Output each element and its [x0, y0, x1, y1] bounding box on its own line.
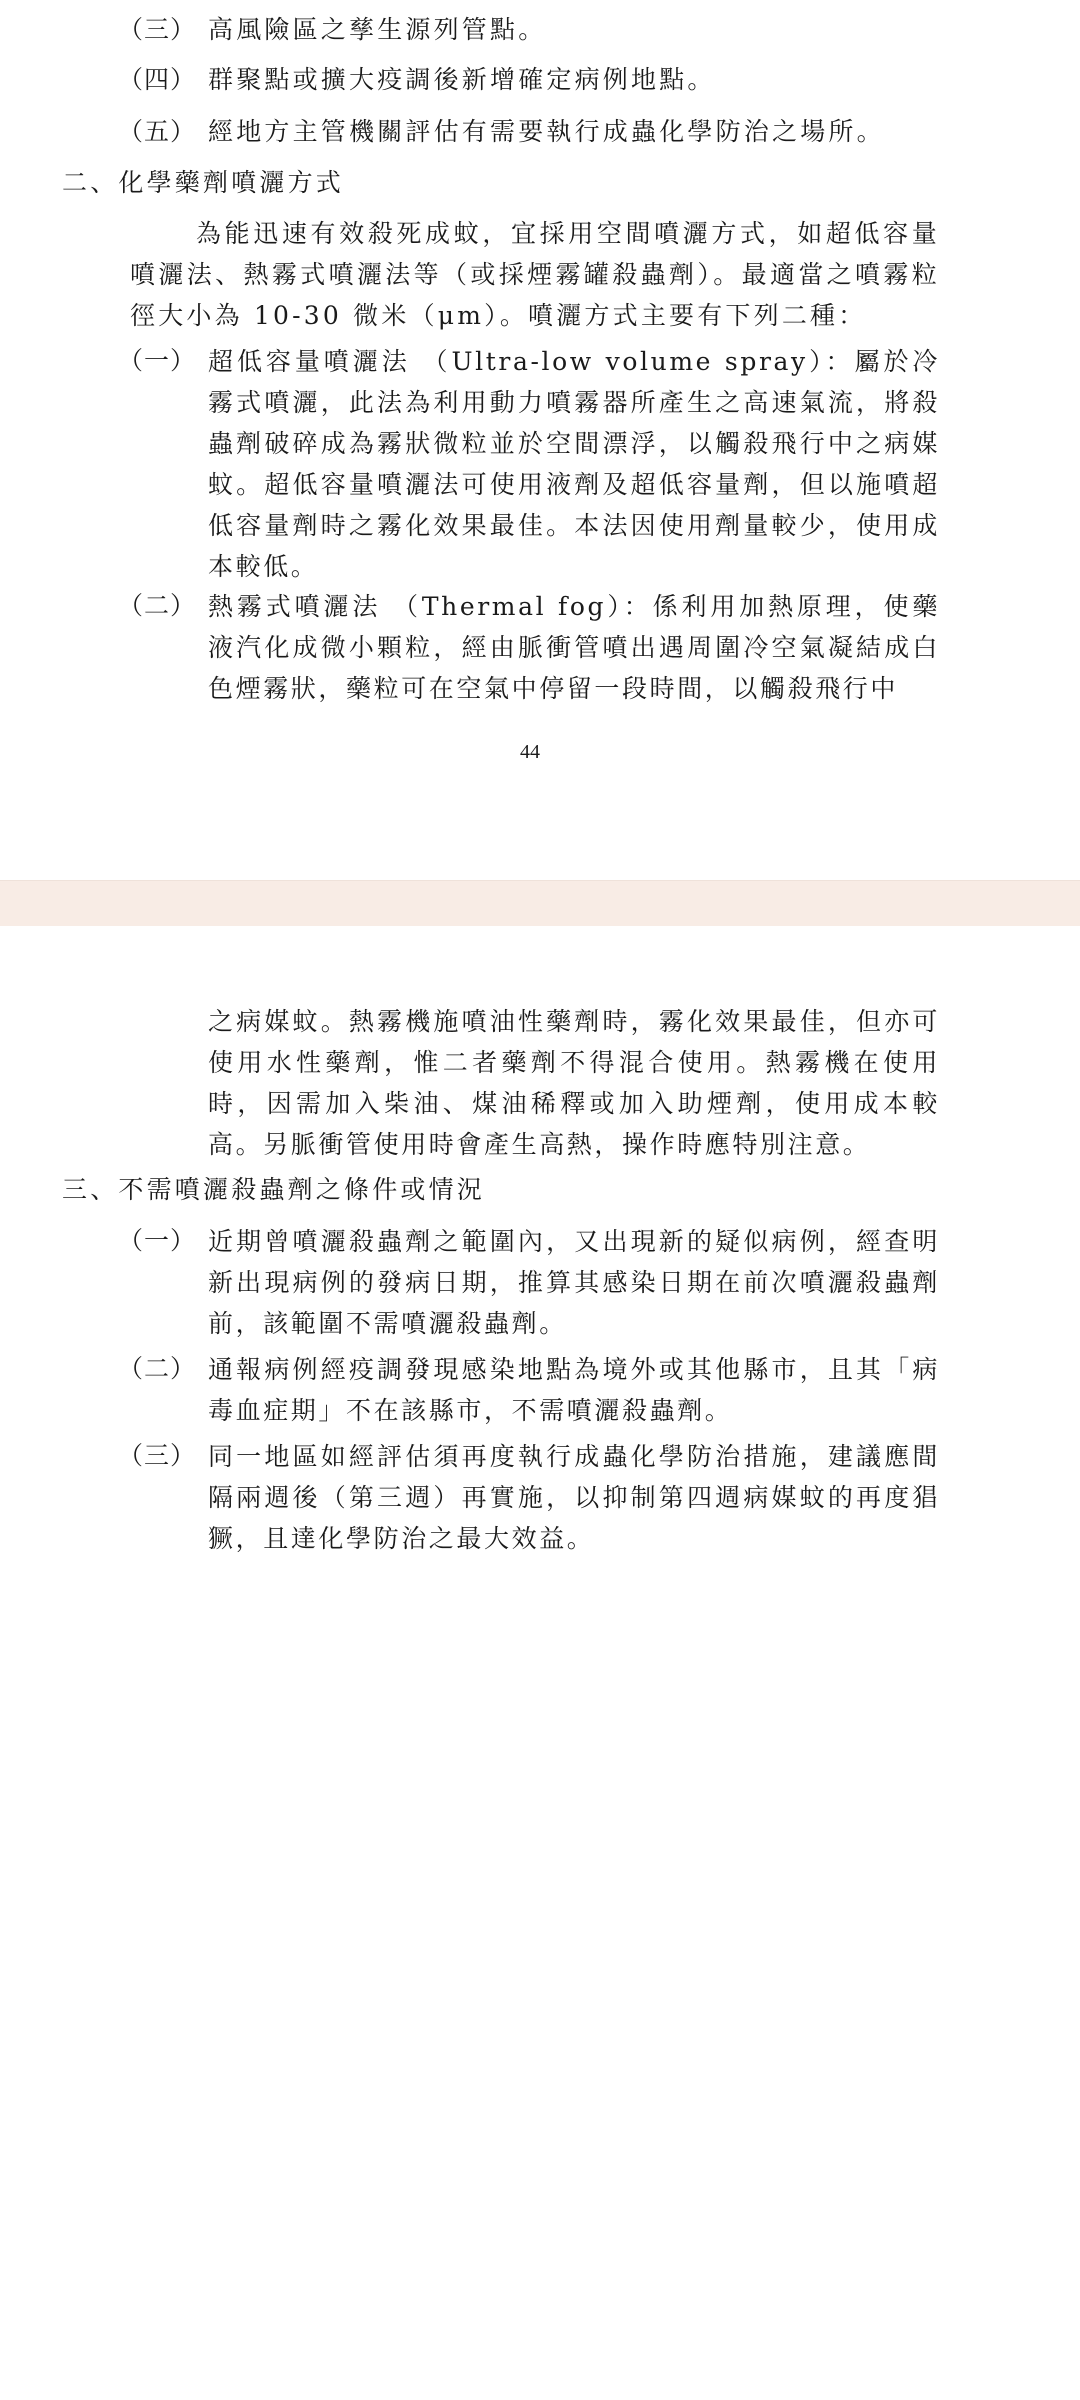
list-item-text: 群聚點或擴大疫調後新增確定病例地點。: [208, 65, 716, 94]
page-number: 44: [520, 741, 540, 763]
page-separator: [0, 880, 1080, 928]
condition-paragraph: 通報病例經疫調發現感染地點為境外或其他縣市，且其「病毒血症期」不在該縣市，不需噴灑殺蟲劑。: [208, 1355, 940, 1425]
section-heading: 三、不需噴灑殺蟲劑之條件或情況: [62, 1175, 486, 1204]
list-item-text: 高風險區之孳生源列管點。: [208, 15, 547, 44]
section-heading: 二、化學藥劑噴灑方式: [62, 168, 345, 197]
item-number: （二）: [118, 1354, 197, 1383]
item-number: （五）: [118, 117, 197, 146]
item-number: （二）: [118, 591, 197, 620]
list-item-text: 經地方主管機關評估有需要執行成蟲化學防治之場所。: [208, 117, 885, 146]
condition-paragraph: 同一地區如經評估須再度執行成蟲化學防治措施，建議應間隔兩週後（第三週）再實施，以抑制第四週病媒蚊的再度猖獗，且達化學防治之最大效益。: [208, 1442, 940, 1553]
item-number: （一）: [118, 346, 197, 375]
item-number: （三）: [118, 15, 197, 44]
item-number: （三）: [118, 1441, 197, 1470]
item-number: （一）: [118, 1226, 197, 1255]
section-intro-paragraph: 為能迅速有效殺死成蚊，宜採用空間噴灑方式，如超低容量噴灑法、熱霧式噴灑法等（或採煙霧罐殺蟲劑）。最適當之噴霧粒徑大小為 10-30 微米（μm）。噴灑方式主要有下列二種：: [130, 219, 940, 330]
method-thermal-fog-paragraph: 熱霧式噴灑法 （Thermal fog）：係利用加熱原理，使藥液汽化成微小顆粒，經由脈衝管噴出遇周圍冷空氣凝結成白色煙霧狀，藥粒可在空氣中停留一段時間，以觸殺飛行中: [208, 592, 940, 703]
method-ulv-paragraph: 超低容量噴灑法 （Ultra-low volume spray）：屬於冷霧式噴灑，此法為利用動力噴霧器所產生之高速氣流，將殺蟲劑破碎成為霧狀微粒並於空間漂浮，以觸殺飛行中之病媒蚊。超低容量噴灑法可使用液劑及超低容量劑，但以施噴超低容量劑時之霧化效果最佳。本法因使用劑量較少，使用成本較低。: [208, 347, 940, 581]
document-page-45: [0, 926, 1080, 2400]
document-page-44: [0, 0, 1080, 880]
continuation-paragraph: 之病媒蚊。熱霧機施噴油性藥劑時，霧化效果最佳，但亦可使用水性藥劑，惟二者藥劑不得混合使用。熱霧機在使用時，因需加入柴油、煤油稀釋或加入助煙劑，使用成本較高。另脈衝管使用時會產生高熱，操作時應特別注意。: [208, 1007, 940, 1159]
condition-paragraph: 近期曾噴灑殺蟲劑之範圍內，又出現新的疑似病例，經查明新出現病例的發病日期，推算其感染日期在前次噴灑殺蟲劑前，該範圍不需噴灑殺蟲劑。: [208, 1227, 940, 1338]
item-number: （四）: [118, 65, 197, 94]
